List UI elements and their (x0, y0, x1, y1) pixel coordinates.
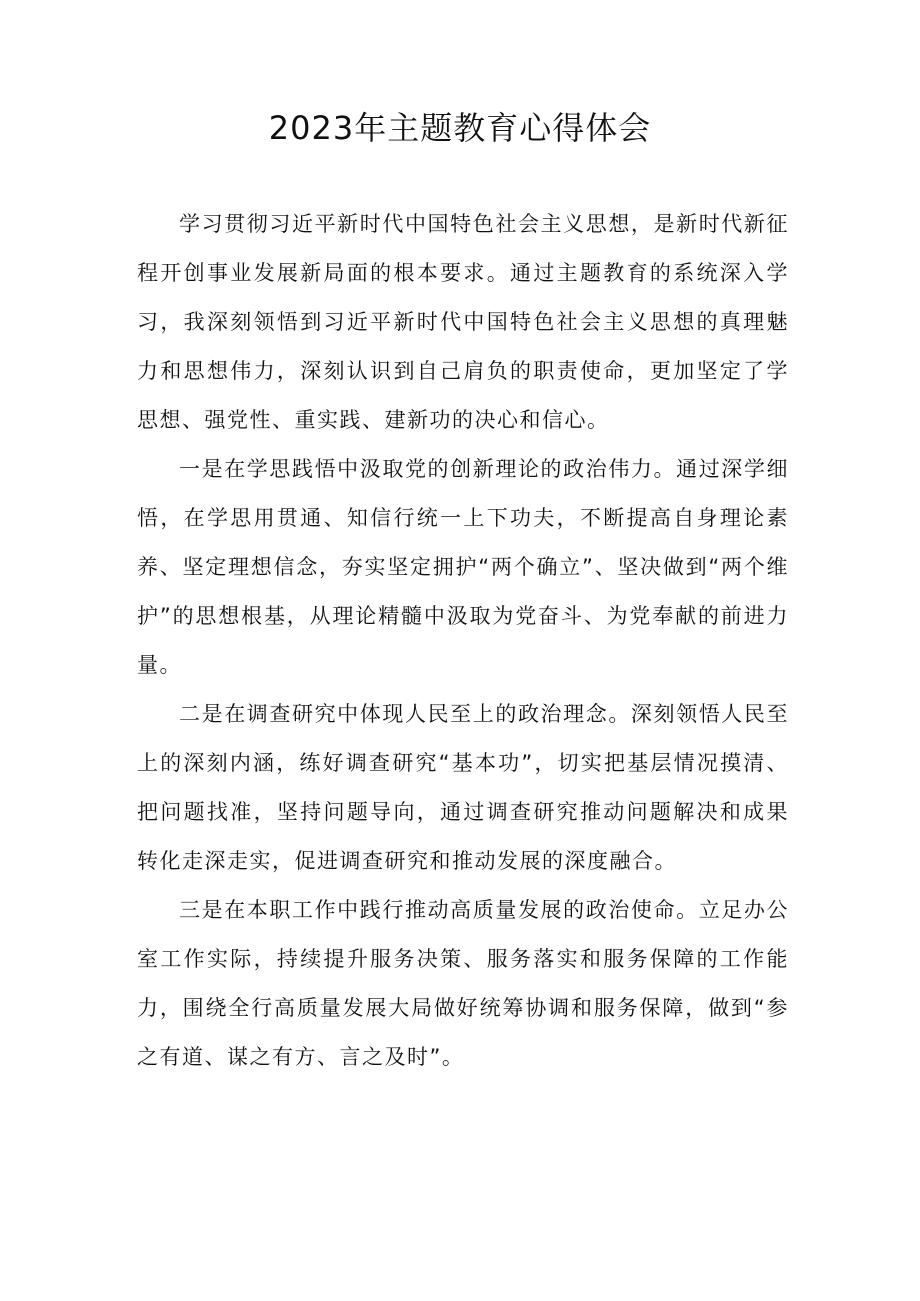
paragraph-point-one: 一是在学思践悟中汲取党的创新理论的政治伟力。通过深学细悟，在学思用贯通、知信行统一上下功夫，不断提高自身理论素养、坚定理想信念，夯实坚定拥护“两个确立”、坚决做到“两个维护”的思想根基，从理论精髓中汲取为党奋斗、为党奉献的前进力量。 (137, 457, 789, 677)
document-title: 2023年主题教育心得体会 (268, 109, 652, 147)
paragraph-point-three: 三是在本职工作中践行推动高质量发展的政治使命。立足办公室工作实际，持续提升服务决策、服务落实和服务保障的工作能力，围绕全行高质量发展大局做好统筹协调和服务保障，做到“参之有道、谋之有方、言之及时”。 (137, 898, 789, 1069)
paragraph-point-two: 二是在调查研究中体现人民至上的政治理念。深刻领悟人民至上的深刻内涵，练好调查研究“基本功”，切实把基层情况摸清、把问题找准，坚持问题导向，通过调查研究推动问题解决和成果转化走深走实，促进调查研究和推动发展的深度融合。 (137, 702, 789, 873)
document-body (137, 200, 789, 1082)
paragraph-intro: 学习贯彻习近平新时代中国特色社会主义思想，是新时代新征程开创事业发展新局面的根本要求。通过主题教育的系统深入学习，我深刻领悟到习近平新时代中国特色社会主义思想的真理魅力和思想伟力，深刻认识到自己肩负的职责使命，更加坚定了学思想、强党性、重实践、建新功的决心和信心。 (137, 212, 789, 432)
